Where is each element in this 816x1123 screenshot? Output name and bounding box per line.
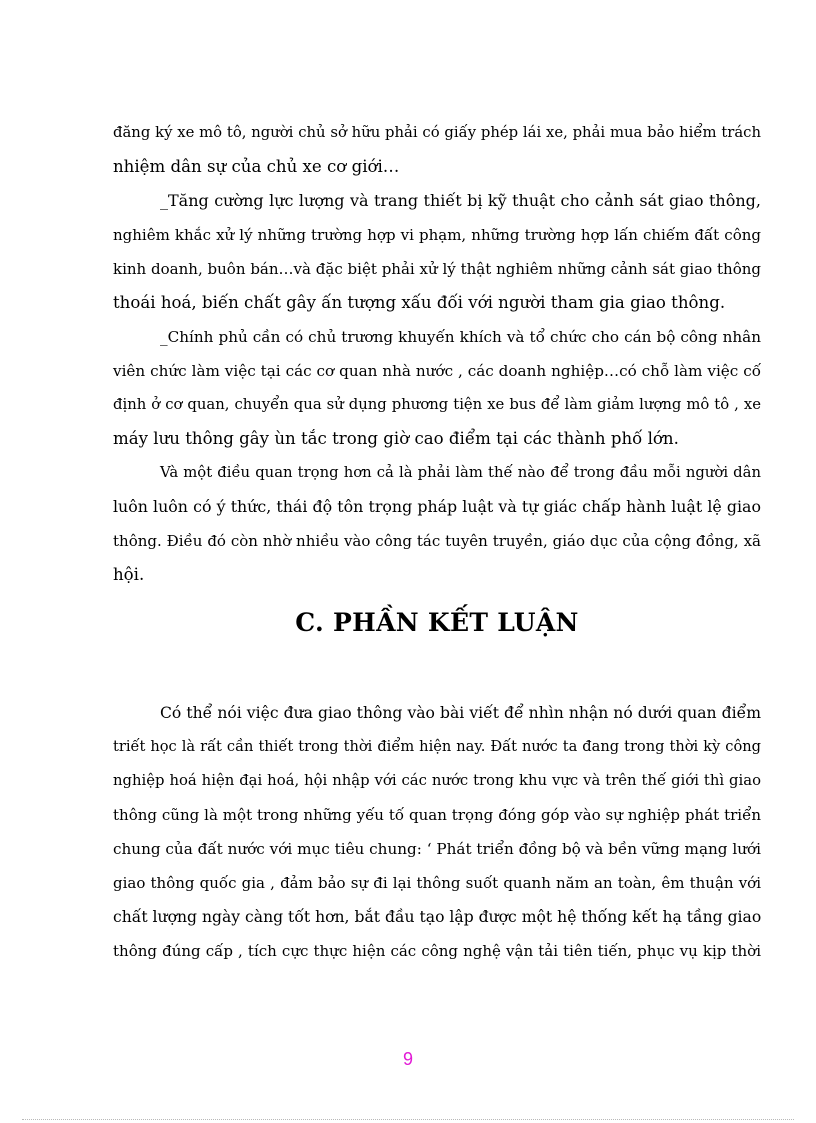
text-line: máy lưu thông gây ùn tắc trong giờ cao điểm tại các thành phố lớn. bbox=[113, 429, 679, 448]
text-line: nghiệp hoá hiện đại hoá, hội nhập với các nước trong khu vực và trên thế giới thì giao bbox=[113, 772, 761, 789]
paragraph-registration bbox=[113, 116, 761, 184]
text-line: nghiêm khắc xử lý những trường hợp vi phạm, những trường hợp lấn chiếm đất công bbox=[113, 226, 761, 244]
text-line: Và một điều quan trọng hơn cả là phải làm thế nào để trong đầu mỗi người dân bbox=[160, 464, 761, 481]
text-line: chung của đất nước với mục tiêu chung: ‘ Phát triển đồng bộ và bền vững mạng lưới bbox=[113, 840, 761, 858]
paragraph-traffic-police bbox=[113, 184, 761, 320]
text-line: thông đúng cấp , tích cực thực hiện các công nghệ vận tải tiên tiến, phục vụ kịp thời bbox=[113, 942, 761, 960]
paragraph-awareness bbox=[113, 456, 761, 592]
text-line: triết học là rất cần thiết trong thời điểm hiện nay. Đất nước ta đang trong thời kỳ công bbox=[113, 738, 761, 755]
text-line: đăng ký xe mô tô, người chủ sở hữu phải có giấy phép lái xe, phải mua bảo hiểm trách bbox=[113, 124, 761, 141]
paragraph-government-policy bbox=[113, 320, 761, 456]
text-line: hội. bbox=[113, 565, 145, 584]
text-line: luôn luôn có ý thức, thái độ tôn trọng pháp luật và tự giác chấp hành luật lệ giao bbox=[113, 497, 761, 516]
text-line: chất lượng ngày càng tốt hơn, bắt đầu tạo lập được một hệ thống kết hạ tầng giao bbox=[113, 908, 762, 926]
text-line: viên chức làm việc tại các cơ quan nhà nước , các doanh nghiệp…có chỗ làm việc cố bbox=[113, 362, 761, 380]
page-number: 9 bbox=[402, 1049, 413, 1069]
text-line: nhiệm dân sự của chủ xe cơ giới… bbox=[113, 157, 400, 176]
text-line: Có thể nói việc đưa giao thông vào bài viết để nhìn nhận nó dưới quan điểm bbox=[160, 704, 761, 722]
text-line: _Tăng cường lực lượng và trang thiết bị kỹ thuật cho cảnh sát giao thông, bbox=[160, 191, 761, 210]
text-line: giao thông quốc gia , đảm bảo sự đi lại thông suốt quanh năm an toàn, êm thuận với bbox=[113, 874, 761, 892]
text-line: định ở cơ quan, chuyển qua sử dụng phương tiện xe bus để làm giảm lượng mô tô , xe bbox=[113, 396, 761, 413]
text-line: _Chính phủ cần có chủ trương khuyến khích và tổ chức cho cán bộ công nhân bbox=[160, 328, 761, 346]
document-body bbox=[113, 116, 761, 968]
text-line: kinh doanh, buôn bán…và đặc biệt phải xử lý thật nghiêm những cảnh sát giao thông bbox=[113, 260, 761, 278]
paragraph-conclusion bbox=[113, 696, 761, 968]
text-line: thông cũng là một trong những yếu tố quan trọng đóng góp vào sự nghiệp phát triển bbox=[113, 806, 761, 824]
page-bottom-divider bbox=[22, 1119, 794, 1120]
text-line: thông. Điều đó còn nhờ nhiều vào công tác tuyên truyền, giáo dục của cộng đồng, xã bbox=[113, 532, 761, 550]
text-line: thoái hoá, biến chất gây ấn tượng xấu đối với người tham gia giao thông. bbox=[113, 293, 726, 312]
section-heading: C. PHẦN KẾT LUẬN bbox=[295, 608, 579, 637]
